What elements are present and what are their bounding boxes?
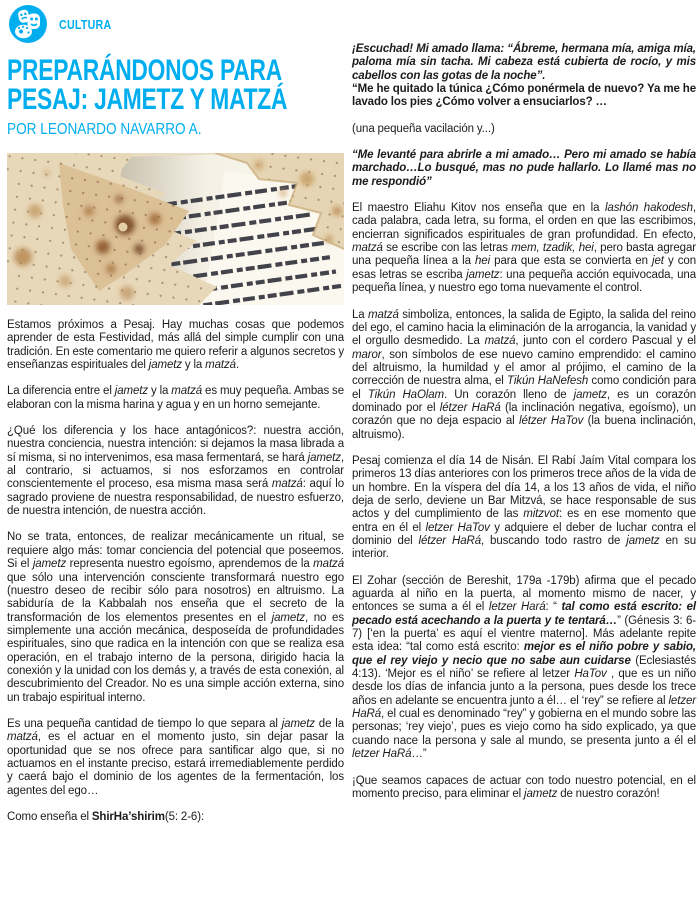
paragraph: Como enseña el ShirHa’shirim(5: 2-6): bbox=[7, 811, 205, 823]
article-byline: POR LEONARDO NAVARRO A. bbox=[7, 121, 202, 138]
paragraph: No se trata, entonces, de realizar mecánicamente un ritual, se requiere algo más: tomar conciencia del potencial que poseemos. Si el jametz representa nuestro egoísmo, aprendemos de la matzá que sólo una intervención consciente transformará nuestro ego (nuestro deseo de recibir sólo para nosotros) en altruismo. La sabiduría de la Kabbalah nos enseña que el secreto de la transformación de los elementos presentes en el jametz, no es simplemente una acción mecánica, desposeída de profundidades espirituales, sino que radica en la intención con que se realiza esa operación, en el trabajo interno de la persona, dirigido hacia la conexión y la unidad con los demás y, a través de esta conexión, al descubrimiento del Creador. No es una simple acción externa, sino un trabajo espiritual interno. bbox=[7, 531, 344, 704]
paragraph: (una pequeña vacilación y...) bbox=[352, 122, 495, 135]
paragraph: ¿Qué los diferencia y los hace antagónicos?: nuestra acción, nuestra conciencia, nuestra intención: si dejamos la masa librada a sí misma, si no intervenimos, esa masa fermentará, se hará jametz, al contrario, si actuamos, si nos esforzamos en controlar conscientemente el proceso, esa misma masa será matzá: aquí lo sagrado proviene de nuestra responsabilidad, de nuestro esfuerzo, de nuestra intención, de nuestra acción. bbox=[7, 425, 345, 518]
article-title bbox=[7, 56, 349, 114]
left-column bbox=[7, 56, 344, 824]
article-photo bbox=[7, 153, 344, 305]
quote-paragraph: ¡Escuchad! Mi amado llama: “Ábreme, hermana mía, amiga mía, paloma mía sin tacha. Mi cabeza está cubierta de rocío, y mis cabellos con las gotas de la noche”. “Me he quitado la túnica ¿Cómo ponérmela de nuevo? Ya me he lavado los pies ¿Cómo volver a ensuciarlos? … bbox=[352, 43, 696, 109]
paragraph: Estamos próximos a Pesaj. Hay muchas cosas que podemos aprender de esta Festividad, más allá del simple cumplir con una tradición. En este comentario me quiero referir a algunos secretos y enseñanzas espirituales del jametz y la matzá. bbox=[7, 319, 344, 372]
right-column bbox=[352, 43, 696, 801]
category-label: CULTURA bbox=[59, 16, 112, 32]
paragraph: La diferencia entre el jametz y la matzá es muy pequeña. Ambas se elaboran con la misma harina y agua y en un horno semejante. bbox=[7, 385, 345, 411]
title-line-2: PESAJ: JAMETZ Y MATZÁ bbox=[7, 83, 288, 116]
title-line-1: PREPARÁNDONOS PARA bbox=[7, 54, 283, 87]
section-header bbox=[9, 5, 123, 43]
paragraph: Pesaj comienza el día 14 de Nisán. El Rabí Jaím Vital compara los primeros 13 días anteriores con los primeros trece años de la vida de un hombre. En la víspera del día 14, a los 13 años de vida, el niño deja de serlo, deviene un Bar Mitzvá, se hace responsable de sus actos y del cumplimiento de las mitzvot: es en ese momento que entra en él el letzer HaTov y adquiere el deber de luchar contra el dominio del létzer HaRá, buscando todo rastro de jametz en su interior. bbox=[352, 454, 697, 561]
paragraph: El maestro Eliahu Kitov nos enseña que en la lashón hakodesh, cada palabra, cada letra, su forma, el orden en que las escribimos, encierran significados espirituales de gran profundidad. En efecto, matzá se escribe con las letras mem, tzadik, hei, pero basta agregar una pequeña línea a la hei para que esta se convierta en jet y con esas letras se escriba jametz: una pequeña acción equivocada, una pequeña línea, y nuestro ego toma nuevamente el control. bbox=[352, 202, 696, 295]
paragraph: ¡Que seamos capaces de actuar con todo nuestro potencial, en el momento preciso, para eliminar el jametz de nuestro corazón! bbox=[352, 774, 696, 800]
culture-masks-icon bbox=[9, 5, 47, 43]
paragraph: Es una pequeña cantidad de tiempo lo que separa al jametz de la matzá, es el actuar en el momento justo, sin dejar pasar la oportunidad que se nos ofrece para santificar algo que, si no actuamos en el instante preciso, estará irremediablemente perdido y caerá bajo el dominio de los agentes de la fermentación, los agentes del ego… bbox=[7, 717, 344, 797]
paragraph: La matzá simboliza, entonces, la salida de Egipto, la salida del reino del ego, el camino hacia la eliminación de la arrogancia, la vanidad y el orgullo desmedido. La matzá, junto con el cordero Pascual y el maror, son símbolos de ese nuevo camino emprendido: el camino del altruismo, la humildad y el amor al prójimo, el camino de la corrección de nuestra alma, el Tikún HaNefesh como condición para el Tikún HaOlam. Un corazón lleno de jametz, es un corazón dominado por el létzer HaRá (la inclinación negativa, egoísmo), un corazón que no deja espacio al létzer HaTov (la buena inclinación, altruismo). bbox=[352, 308, 697, 441]
quote-paragraph: “Me levanté para abrirle a mi amado… Pero mi amado se había marchado…Lo busqué, mas no pude hallarlo. Lo llamé mas no me respondió” bbox=[352, 149, 696, 188]
paragraph: El Zohar (sección de Bereshit, 179a -179b) afirma que el pecado aguarda al niño en la puerta, al momento mismo de nacer, y entonces se suma a él el letzer Hará: “ tal como está escrito: el pecado está acechando a la puerta y te tentará…” (Génesis 3: 6-7) [‘en la puerta’ es aquí el vientre materno]. Más adelante repite esta idea: “tal como está escrito: mejor es el niño pobre y sabio, que el rey viejo y necio que no sabe aun cuidarse (Eclesiastés 4:13). ‘Mejor es el niño’ se refiere al letzer HaTov , que es un niño desde los días de infancia junto a la persona, pues desde los trece años en adelante se encuentra junto a él… el ‘rey” se refiere al letzer HaRá, el cual es denominado “rey” y gobierna en el mundo sobre las personas; ‘rey viejo’, pues es viejo como ha sido explicado, ya que cuando nace la persona y sale al mundo, se presenta junto a él el letzer HaRá…” bbox=[352, 574, 697, 761]
